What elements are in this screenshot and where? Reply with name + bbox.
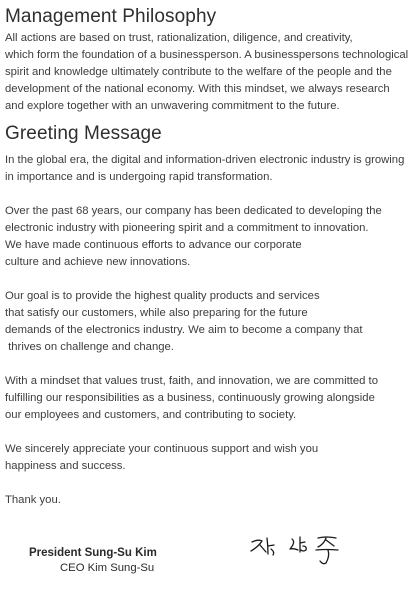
handwritten-signature <box>246 530 346 570</box>
text-line: Our goal is to provide the highest quality products and services <box>5 290 320 302</box>
text-line: happiness and success. <box>5 460 126 472</box>
text-line: fulfilling our responsibilities as a business, continuously growing alongside <box>5 392 375 404</box>
text-line: thrives on challenge and change. <box>5 341 174 353</box>
greeting-mindset-paragraph <box>5 373 411 424</box>
text-line: development of the national economy. With this mindset, we always research <box>5 83 390 95</box>
management-philosophy-title: Management Philosophy <box>5 6 217 27</box>
text-line: in importance and is undergoing rapid transformation. <box>5 171 273 183</box>
text-line: All actions are based on trust, rationalization, diligence, and creativity, <box>5 32 353 44</box>
text-line: We sincerely appreciate your continuous support and wish you <box>5 443 319 455</box>
president-name: President Sung-Su Kim <box>29 547 157 559</box>
greeting-goal-paragraph <box>5 288 411 356</box>
text-line: Over the past 68 years, our company has been dedicated to developing the <box>5 205 382 217</box>
management-philosophy-text <box>5 30 411 115</box>
text-line: spirit and knowledge ultimately contribute to the welfare of the people and the <box>5 66 392 78</box>
thank-you-text: Thank you. <box>5 494 61 506</box>
ceo-name: CEO Kim Sung-Su <box>60 562 155 574</box>
text-line: electronic industry with pioneering spirit and a commitment to innovation. <box>5 222 369 234</box>
greeting-history-paragraph <box>5 203 411 271</box>
closing-line <box>5 492 411 509</box>
greeting-message-title: Greeting Message <box>5 123 162 144</box>
text-line: With a mindset that values trust, faith, and innovation, we are committed to <box>5 375 378 387</box>
text-line: which form the foundation of a businessperson. A businesspersons technological <box>5 49 409 61</box>
text-line: and explore together with an unwavering commitment to the future. <box>5 100 340 112</box>
greeting-intro-paragraph <box>5 152 411 186</box>
text-line: our employees and customers, and contributing to society. <box>5 409 297 421</box>
greeting-thanks-paragraph <box>5 441 411 475</box>
text-line: In the global era, the digital and information-driven electronic industry is growing <box>5 154 405 166</box>
text-line: demands of the electronics industry. We aim to become a company that <box>5 324 363 336</box>
text-line: culture and achieve new innovations. <box>5 256 191 268</box>
text-line: We have made continuous efforts to advance our corporate <box>5 239 302 251</box>
text-line: that satisfy our customers, while also preparing for the future <box>5 307 308 319</box>
